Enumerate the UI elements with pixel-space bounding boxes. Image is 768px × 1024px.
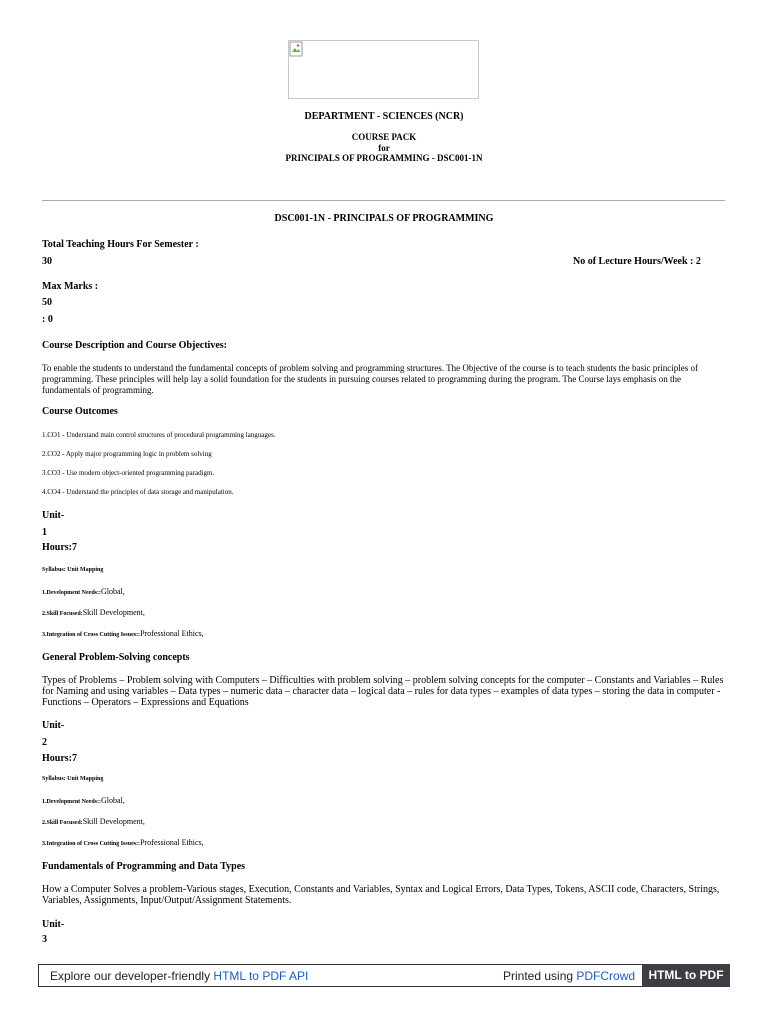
- footer-explore: [50, 969, 308, 983]
- outcomes-heading: Course Outcomes: [42, 406, 118, 417]
- cross-cutting-issues: [42, 838, 204, 847]
- pdfcrowd-link[interactable]: PDFCrowd: [576, 969, 636, 983]
- outcome-item: 1.CO1 - Understand main control structures of procedural programming languages.: [42, 431, 276, 439]
- development-needs-label: 1.Development Needs::: [42, 590, 101, 596]
- divider: [42, 200, 725, 201]
- unit-content: How a Computer Solves a problem-Various stages, Execution, Constants and Variables, Syntax and Logical Errors, Data Types, Tokens, ASCII code, Characters, Strings, Variables, Assignments, Input/Output/Assignment Statements.: [42, 884, 720, 906]
- broken-image-icon: [289, 41, 303, 57]
- footer-printed-text: Printed using: [503, 969, 577, 983]
- teaching-hours-label: Total Teaching Hours For Semester :: [42, 239, 199, 250]
- unit-hours: Hours:7: [42, 753, 77, 764]
- max-marks-label: Max Marks :: [42, 281, 99, 292]
- teaching-hours-value: 30: [42, 256, 52, 267]
- skill-focused-value: Skill Development,: [82, 817, 145, 826]
- development-needs-value: Global,: [101, 796, 125, 805]
- syllabus-mapping: Syllabus: Unit Mapping: [42, 776, 104, 782]
- html-to-pdf-api-link[interactable]: HTML to PDF API: [213, 969, 309, 983]
- outcome-item: 3.CO3 - Use modern object-oriented programming paradigm.: [42, 469, 215, 477]
- unit-title: General Problem-Solving concepts: [42, 652, 190, 663]
- cross-cutting-value: Professional Ethics,: [140, 629, 204, 638]
- unit-number: 1: [42, 527, 47, 538]
- unit-label: Unit-: [42, 510, 65, 521]
- lecture-hours: No of Lecture Hours/Week : 2: [573, 256, 701, 267]
- course-name: PRINCIPALS OF PROGRAMMING - DSC001-1N: [285, 153, 483, 163]
- department-title: DEPARTMENT - SCIENCES (NCR): [304, 111, 464, 122]
- cross-cutting-label: 3.Integration of Cross Cutting Issues::: [42, 841, 141, 847]
- for-label: for: [378, 143, 390, 153]
- pdfcrowd-footer: [38, 964, 730, 987]
- html-to-pdf-button[interactable]: HTML to PDF: [642, 964, 730, 987]
- unit-hours: Hours:7: [42, 542, 77, 553]
- section-title: DSC001-1N - PRINCIPALS OF PROGRAMMING: [274, 213, 494, 224]
- unit-number: 3: [42, 934, 47, 945]
- skill-focused-label: 2.Skill Focused:: [42, 820, 83, 826]
- footer-explore-text: Explore our developer-friendly: [50, 969, 214, 983]
- outcome-item: 4.CO4 - Understand the principles of data storage and manipulation.: [42, 488, 234, 496]
- skill-focused-label: 2.Skill Focused:: [42, 611, 83, 617]
- unit-label: Unit-: [42, 919, 65, 930]
- description-heading: Course Description and Course Objectives:: [42, 340, 227, 351]
- skill-focused: [42, 608, 145, 617]
- unit-content: Types of Problems – Problem solving with Computers – Difficulties with problem solving – problem solving concepts for the computer – Constants and Variables – Rules for Naming and using variables – Data types – numeric data – character data – logical data – rules for data types – examples of data types – storing the data in computer - Functions – Operators – Expressions and Equations: [42, 675, 724, 708]
- unit-label: Unit-: [42, 720, 65, 731]
- development-needs-value: Global,: [101, 587, 125, 596]
- syllabus-mapping: Syllabus: Unit Mapping: [42, 567, 104, 573]
- unit-title: Fundamentals of Programming and Data Types: [42, 861, 246, 872]
- other-marks: : 0: [42, 314, 53, 325]
- cross-cutting-value: Professional Ethics,: [140, 838, 204, 847]
- outcome-item: 2.CO2 - Apply major programming logic in problem solving: [42, 450, 212, 458]
- development-needs-label: 1.Development Needs::: [42, 799, 101, 805]
- logo-image-placeholder: [288, 40, 479, 99]
- development-needs: [42, 796, 125, 805]
- unit-number: 2: [42, 737, 47, 748]
- development-needs: [42, 587, 125, 596]
- cross-cutting-issues: [42, 629, 204, 638]
- max-marks-value: 50: [42, 297, 52, 308]
- footer-printed: [503, 969, 635, 983]
- skill-focused-value: Skill Development,: [82, 608, 145, 617]
- cross-cutting-label: 3.Integration of Cross Cutting Issues::: [42, 632, 141, 638]
- course-pack-label: COURSE PACK: [351, 132, 417, 142]
- skill-focused: [42, 817, 145, 826]
- description-text: To enable the students to understand the fundamental concepts of problem solving and programming structures. The Objective of the course is to teach students the basic principles of programming. These principles will help lay a solid foundation for the students in pursuing courses related to programming during the program. The Course lays emphasis on the fundamentals of programming.: [42, 363, 699, 395]
